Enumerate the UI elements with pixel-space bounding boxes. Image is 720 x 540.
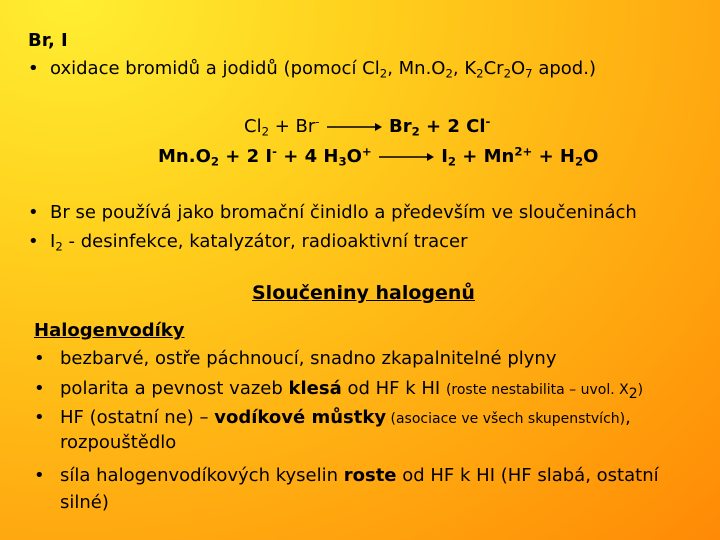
reaction-arrow-icon — [325, 121, 383, 133]
oxidation-bullet: • oxidace bromidů a jodidů (pomocí $Cl_2$, $Mn.O_2$, $K_2Cr_2O_7$ apod.) — [28, 58, 596, 81]
i-use-bullet: • $I_2$ - desinfekce, katalyzátor, radioaktivní tracer — [28, 231, 468, 254]
heading-br-i: Br, I — [28, 30, 68, 51]
equation-2: $Mn.O_2 + 2$ I- + 4 $H_3O^+$ $I_2 + Mn^{2+} + H_2O$ — [158, 144, 599, 169]
halogen-item-4: • síla halogenvodíkových kyselin roste od HF k HI (HF slabá, ostatní — [34, 465, 659, 486]
reaction-arrow-icon-2 — [377, 151, 435, 163]
equation-1: $Cl_2 + Br^-$ $Br_2 + 2$ Cl- — [244, 114, 491, 139]
halogen-item-3-line-2: rozpouštědlo — [60, 432, 177, 453]
br-use-bullet: • Br se používá jako bromační činidlo a především ve sloučeninách — [28, 202, 637, 223]
halogen-item-2: • polarita a pevnost vazeb klesá od HF k HI (roste nestabilita – uvol. $X_2$) — [34, 378, 644, 403]
halogen-item-4-line-2: silné) — [60, 492, 109, 513]
halogen-item-1: • bezbarvé, ostře páchnoucí, snadno zkapalnitelné plyny — [34, 348, 557, 369]
halogenvodiky-heading: Halogenvodíky — [34, 320, 185, 341]
section-title: Sloučeniny halogenů — [252, 282, 475, 304]
halogen-item-3: • HF (ostatní ne) – vodíkové můstky (asociace ve všech skupenstvích), — [34, 407, 631, 428]
